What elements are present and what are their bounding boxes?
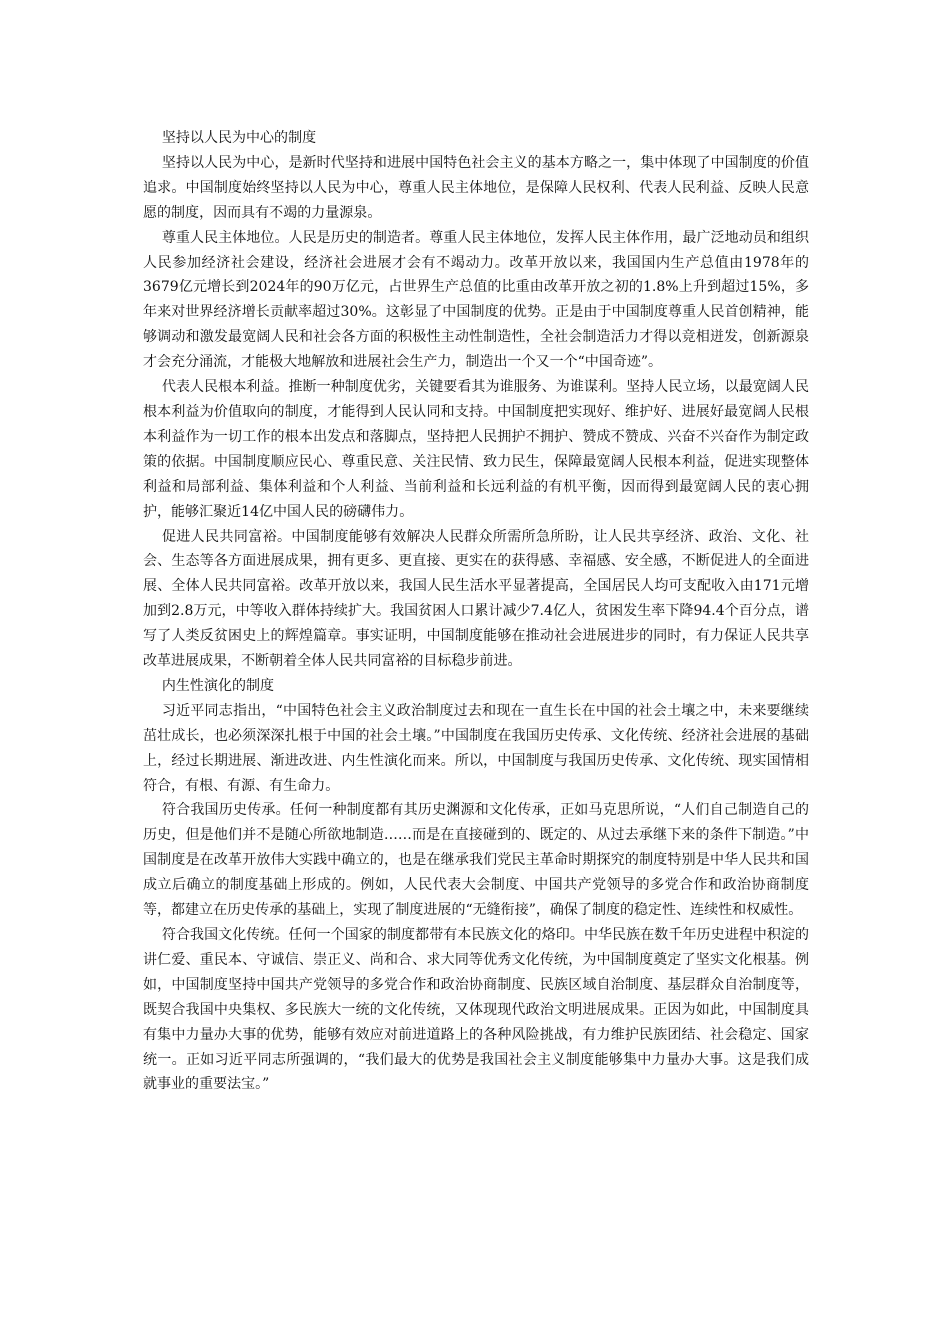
body-paragraph: 坚持以人民为中心，是新时代坚持和进展中国特色社会主义的基本方略之一，集中体现了中国制度的价值追求。中国制度始终坚持以人民为中心，尊重人民主体地位，是保障人民权利、代表人民利益、反映人民意愿的制度，因而具有不竭的力量源泉。 [143, 154, 809, 221]
body-paragraph: 符合我国文化传统。任何一个国家的制度都带有本民族文化的烙印。中华民族在数千年历史进程中积淀的讲仁爱、重民本、守诚信、崇正义、尚和合、求大同等优秀文化传统，为中国制度奠定了坚实文化根基。例如，中国制度坚持中国共产党领导的多党合作和政治协商制度、民族区域自治制度、基层群众自治制度等，既契合我国中央集权、多民族大一统的文化传统，又体现现代政治文明进展成果。正因为如此，中国制度具有集中力量办大事的优势，能够有效应对前进道路上的各种风险挑战，有力维护民族团结、社会稳定、国家统一。正如习近平同志所强调的，“我们最大的优势是我国社会主义制度能够集中力量办大事。这是我们成就事业的重要法宝。” [143, 927, 809, 1093]
section-endogenous-evolution [143, 674, 809, 1097]
document-body [143, 126, 809, 1097]
body-paragraph: 习近平同志指出，“中国特色社会主义政治制度过去和现在一直生长在中国的社会土壤之中，未来要继续茁壮成长，也必须深深扎根于中国的社会土壤。”中国制度在我国历史传承、文化传统、经济社会进展的基础上，经过长期进展、渐进改进、内生性演化而来。所以，中国制度与我国历史传承、文化传统、现实国情相符合，有根、有源、有生命力。 [143, 702, 809, 794]
section-heading: 内生性演化的制度 [161, 677, 275, 694]
section-people-centered [143, 126, 809, 674]
body-paragraph: 促进人民共同富裕。中国制度能够有效解决人民群众所需所急所盼，让人民共享经济、政治、文化、社会、生态等各方面进展成果，拥有更多、更直接、更实在的获得感、幸福感、安全感，不断促进人的全面进展、全体人民共同富裕。改革开放以来，我国人民生活水平显著提高，全国居民人均可支配收入由171元增加到2.8万元，中等收入群体持续扩大。我国贫困人口累计减少7.4亿人，贫困发生率下降94.4个百分点，谱写了人类反贫困史上的辉煌篇章。事实证明，中国制度能够在推动社会进展进步的同时，有力保证人民共享改革进展成果，不断朝着全体人民共同富裕的目标稳步前进。 [143, 528, 809, 670]
section-heading: 坚持以人民为中心的制度 [161, 130, 317, 146]
body-paragraph: 符合我国历史传承。任何一种制度都有其历史渊源和文化传承，正如马克思所说，“人们自己制造自己的历史，但是他们并不是随心所欲地制造……而是在直接碰到的、既定的、从过去承继下来的条件下制造。”中国制度是在改革开放伟大实践中确立的，也是在继承我们党民主革命时期探究的制度特别是中华人民共和国成立后确立的制度基础上形成的。例如，人民代表大会制度、中国共产党领导的多党合作和政治协商制度等，都建立在历史传承的基础上，实现了制度进展的“无缝衔接”，确保了制度的稳定性、连续性和权威性。 [143, 802, 809, 919]
body-paragraph: 代表人民根本利益。推断一种制度优劣，关键要看其为谁服务、为谁谋利。坚持人民立场，以最宽阔人民根本利益为价值取向的制度，才能得到人民认同和支持。中国制度把实现好、维护好、进展好最宽阔人民根本利益作为一切工作的根本出发点和落脚点，坚持把人民拥护不拥护、赞成不赞成、兴奋不兴奋作为制定政策的依据。中国制度顺应民心、尊重民意、关注民情、致力民生，保障最宽阔人民根本利益，促进实现整体利益和局部利益、集体利益和个人利益、当前利益和长远利益的有机平衡，因而得到最宽阔人民的衷心拥护，能够汇聚近14亿中国人民的磅礴伟力。 [143, 379, 809, 520]
body-paragraph: 尊重人民主体地位。人民是历史的制造者。尊重人民主体地位，发挥人民主体作用，最广泛地动员和组织人民参加经济社会建设，经济社会进展才会有不竭动力。改革开放以来，我国国内生产总值由1978年的3679亿元增长到2024年的90万亿元，占世界生产总值的比重由改革开放之初的1.8%上升到超过15%，多年来对世界经济增长贡献率超过30%。这彰显了中国制度的优势。正是由于中国制度尊重人民首创精神，能够调动和激发最宽阔人民和社会各方面的积极性主动性制造性，全社会制造活力才得以竞相迸发，创新源泉才会充分涌流，才能极大地解放和进展社会生产力，制造出一个又一个“中国奇迹”。 [143, 229, 809, 371]
